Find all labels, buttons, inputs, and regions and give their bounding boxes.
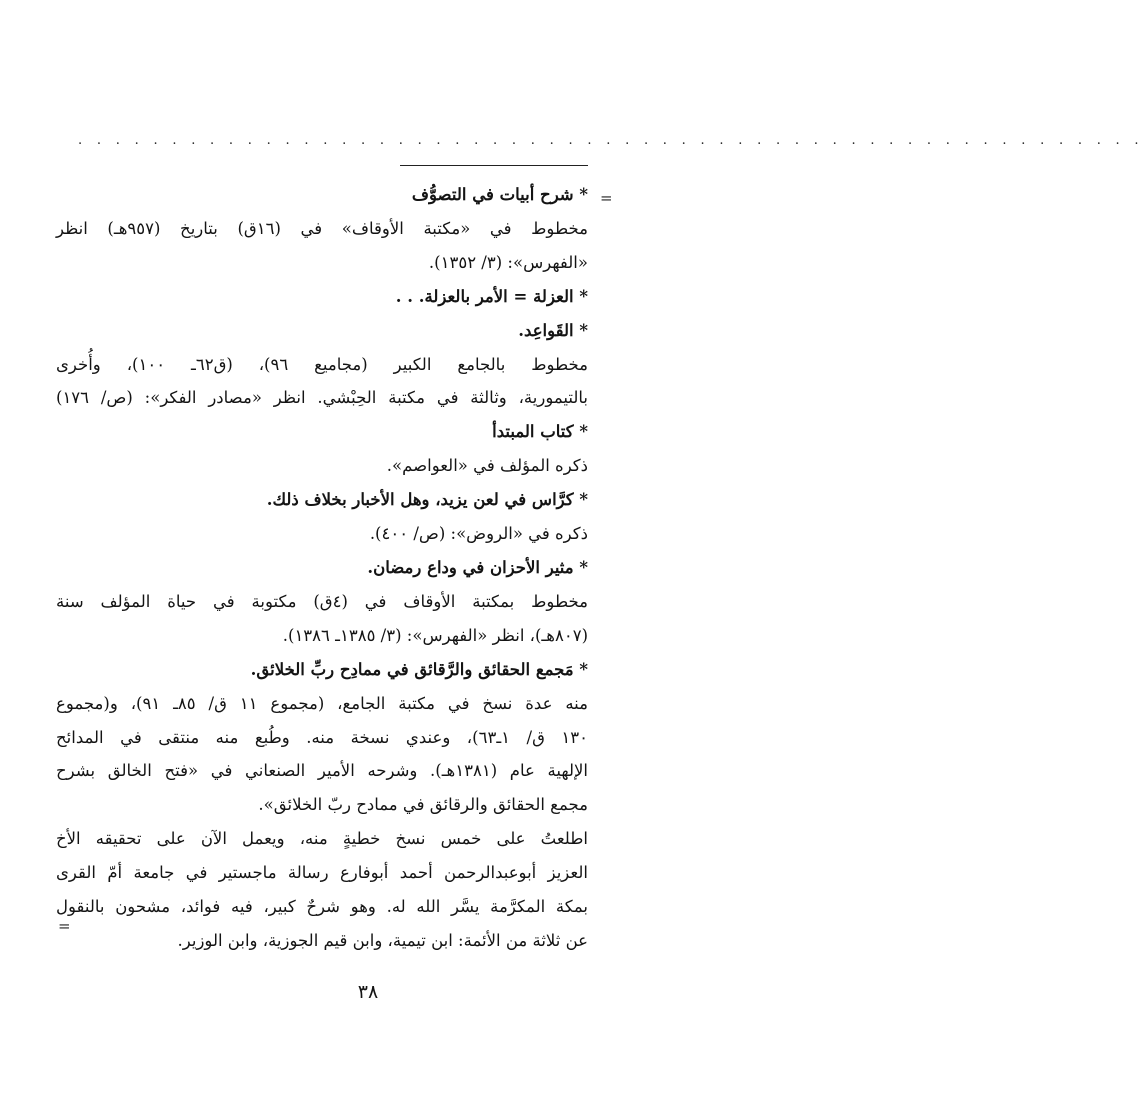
footnote-rule <box>400 165 588 166</box>
entries-text <box>56 178 588 958</box>
entry-text-line: (٨٠٧هـ)، انظر «الفهرس»: (٣/ ١٣٨٥ـ ١٣٨٦). <box>282 625 588 645</box>
entry-text-line: بمكة المكرَّمة يسَّر الله له. وهو شرحٌ كبير، فيه فوائد، مشحون بالنقول <box>56 897 588 917</box>
entry-text-line: بالتيمورية، وثالثة في مكتبة الحِبْشي. انظر «مصادر الفكر»: (ص/ ١٧٦) <box>56 388 588 408</box>
entry-title-line: * كتاب المبتدأ <box>492 422 588 442</box>
entry-text-line: مخطوط بمكتبة الأوقاف في (٤ق) مكتوبة في حياة المؤلف سنة <box>56 591 588 611</box>
entry-title-line: * القَواعِد. <box>518 320 588 340</box>
entry-text-line: «الفهرس»: (٣/ ١٣٥٢). <box>428 252 588 272</box>
entry-text-line: ذكره المؤلف في «العواصم». <box>386 456 588 476</box>
page-number: ٣٨ <box>357 981 379 1003</box>
entry-title-line: * شرح أبيات في التصوُّف <box>411 185 588 204</box>
entry-text-line: العزيز أبوعبدالرحمن أحمد أبوفارع رسالة ماجستير في جامعة أمّ القرى <box>56 863 588 883</box>
margin-mark-bottom: = <box>58 917 71 935</box>
entry-text-line: منه عدة نسخ في مكتبة الجامع، (مجموع ١١ ق/ ٨٥ـ ٩١)، و(مجموع <box>56 693 588 713</box>
entry-text-line: عن ثلاثة من الأئمة: ابن تيمية، وابن قيم الجوزية، وابن الوزير. <box>177 930 588 950</box>
entry-text-line: الإلهية عام (١٣٨١هـ). وشرحه الأمير الصنعاني في «فتح الخالق بشرح <box>56 761 588 781</box>
entry-text-line: مخطوط بالجامع الكبير (مجاميع ٩٦)، (ق٦٢ـ ١٠٠)، وأُخرى <box>56 354 589 374</box>
margin-mark-top: = <box>600 189 613 207</box>
entry-text-line: ١٣٠ ق/ ١ـ٦٣)، وعندي نسخة منه. وطُبع منه منتقى في المدائح <box>56 727 588 747</box>
entry-text-line: ذكره في «الروض»: (ص/ ٤٠٠). <box>369 524 588 544</box>
entry-text-line: مجمع الحقائق والرقائق في ممادح ربّ الخلائق». <box>258 795 588 815</box>
dotted-separator: . . . . . . . . . . . . . . . . . . . . . . . . . . . . . . . . . . . . . . . . . . . . . . . . . . . . . . . . . <box>78 133 1144 148</box>
entry-text-line: مخطوط في «مكتبة الأوقاف» في (١٦ق) بتاريخ (٩٥٧هـ) انظر <box>56 218 588 238</box>
entry-text-line: اطلعتُ على خمس نسخ خطيةٍ منه، ويعمل الآن على تحقيقه الأخ <box>56 829 588 849</box>
entry-title-line: * العزلة = الأمر بالعزلة. . . <box>395 286 588 306</box>
entry-title-line: * مثير الأحزان في وداع رمضان. <box>367 557 588 577</box>
entry-title-line: * كرَّاس في لعن يزيد، وهل الأخبار بخلاف ذلك. <box>266 490 588 510</box>
entry-title-line: * مَجمع الحقائق والرَّقائق في ممادِح ربِّ الخلائق. <box>250 659 588 679</box>
